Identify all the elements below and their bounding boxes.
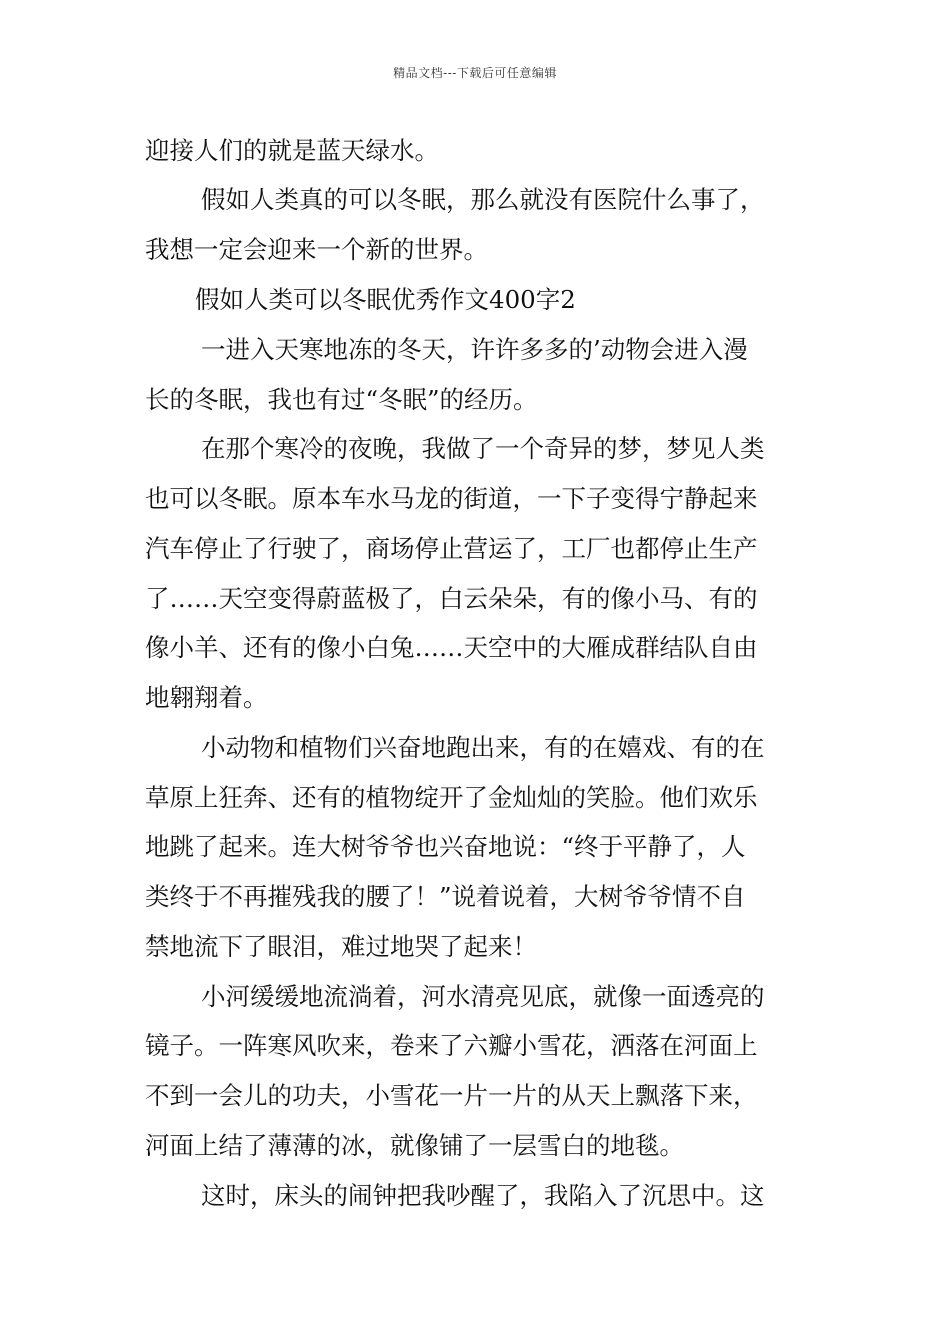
text-line: 迎接人们的就是蓝天绿水。 [145,136,439,165]
text-line: 小河缓缓地流淌着，河水清亮见底，就像一面透亮的 [201,982,765,1011]
text-line: 这时，床头的闹钟把我吵醒了，我陷入了沉思中。这 [201,1181,765,1210]
text-line: 了……天空变得蔚蓝极了，白云朵朵，有的像小马、有的 [145,584,758,613]
text-line: 小动物和植物们兴奋地跑出来，有的在嬉戏、有的在 [201,733,765,762]
text-line: 类终于不再摧残我的腰了！”说着说着，大树爷爷情不自 [145,882,746,911]
page-header: 精品文档---下载后可任意编辑 [393,66,557,80]
text-line: 汽车停止了行驶了，商场停止营运了，工厂也都停止生产 [145,534,758,563]
text-line: 草原上狂奔、还有的植物绽开了金灿灿的笑脸。他们欢乐 [145,783,758,812]
text-line: 禁地流下了眼泪，难过地哭了起来！ [145,932,537,961]
text-line: 像小羊、还有的像小白兔……天空中的大雁成群结队自由 [145,633,758,662]
text-line: 不到一会儿的功夫，小雪花一片一片的从天上飘落下来， [145,1081,758,1110]
text-line: 镜子。一阵寒风吹来，卷来了六瓣小雪花，洒落在河面上 [145,1031,758,1060]
text-line: 一进入天寒地冻的冬天，许许多多的’动物会进入漫 [201,335,748,364]
text-line: 我想一定会迎来一个新的世界。 [145,235,488,264]
text-line: 在那个寒冷的夜晚，我做了一个奇异的梦，梦见人类 [201,434,765,463]
text-line: 地翱翔着。 [145,683,268,712]
text-line: 也可以冬眠。原本车水马龙的街道，一下子变得宁静起来 [145,484,758,513]
text-line: 长的冬眠，我也有过“冬眠”的经历。 [145,385,538,414]
text-line: 假如人类真的可以冬眠，那么就没有医院什么事了， [201,185,765,214]
text-line: 地跳了起来。连大树爷爷也兴奋地说：“终于平静了，人 [145,832,746,861]
text-line: 河面上结了薄薄的冰，就像铺了一层雪白的地毯。 [145,1131,684,1160]
section-title: 假如人类可以冬眠优秀作文400字2 [195,285,576,314]
